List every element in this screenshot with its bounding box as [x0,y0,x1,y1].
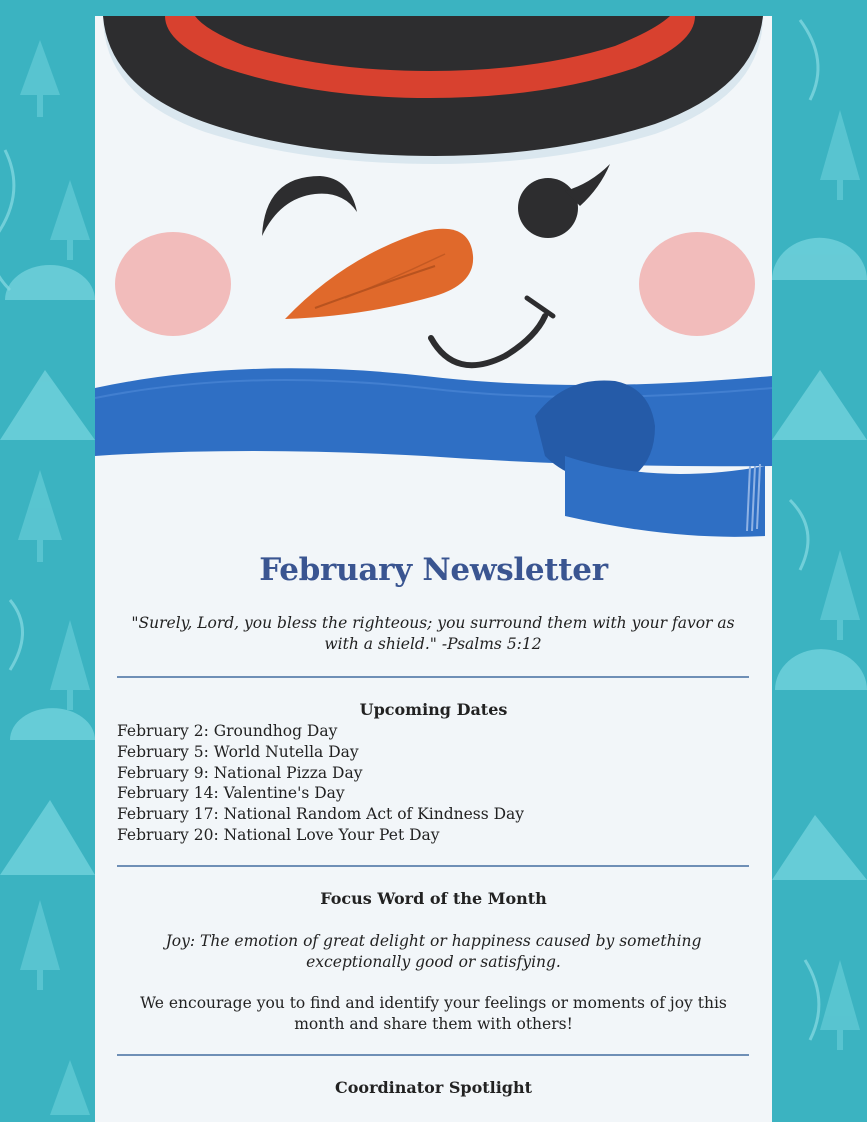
coordinator-spotlight-heading: Coordinator Spotlight [334,1078,532,1097]
upcoming-dates-heading: Upcoming Dates [359,700,508,719]
section-divider [117,865,749,867]
smile-icon [431,316,545,365]
list-item: February 20: National Love Your Pet Day [117,825,440,844]
left-cheek [115,232,231,336]
winking-eye-icon [262,176,357,236]
scarf-icon [95,368,772,537]
snowman-face-illustration [95,16,772,546]
right-eye-icon [518,164,610,238]
carrot-nose-icon [285,229,473,319]
list-item: February 17: National Random Act of Kindness Day [117,805,525,824]
right-cheek [639,232,755,336]
section-divider [117,676,749,678]
newsletter-title: February Newsletter [259,552,608,588]
newsletter-sheet [95,16,772,1122]
scripture-quote: "Surely, Lord, you bless the righteous; you surround them with your favor as with a shield." -Psalms 5:12 [131,614,735,653]
list-item: February 5: World Nutella Day [117,742,359,761]
focus-word-encouragement: We encourage you to find and identify your feelings or moments of joy this month and share them with others! [140,994,727,1033]
section-divider [117,1054,749,1056]
list-item: February 2: Groundhog Day [117,722,338,740]
list-item: February 14: Valentine's Day [117,784,345,803]
focus-word-heading: Focus Word of the Month [320,889,547,908]
top-hat-icon [103,16,763,164]
upcoming-dates-list [117,721,737,846]
list-item: February 9: National Pizza Day [117,763,363,782]
focus-word-definition: Joy: The emotion of great delight or happiness caused by something exceptionally good or satisfying. [165,932,702,971]
